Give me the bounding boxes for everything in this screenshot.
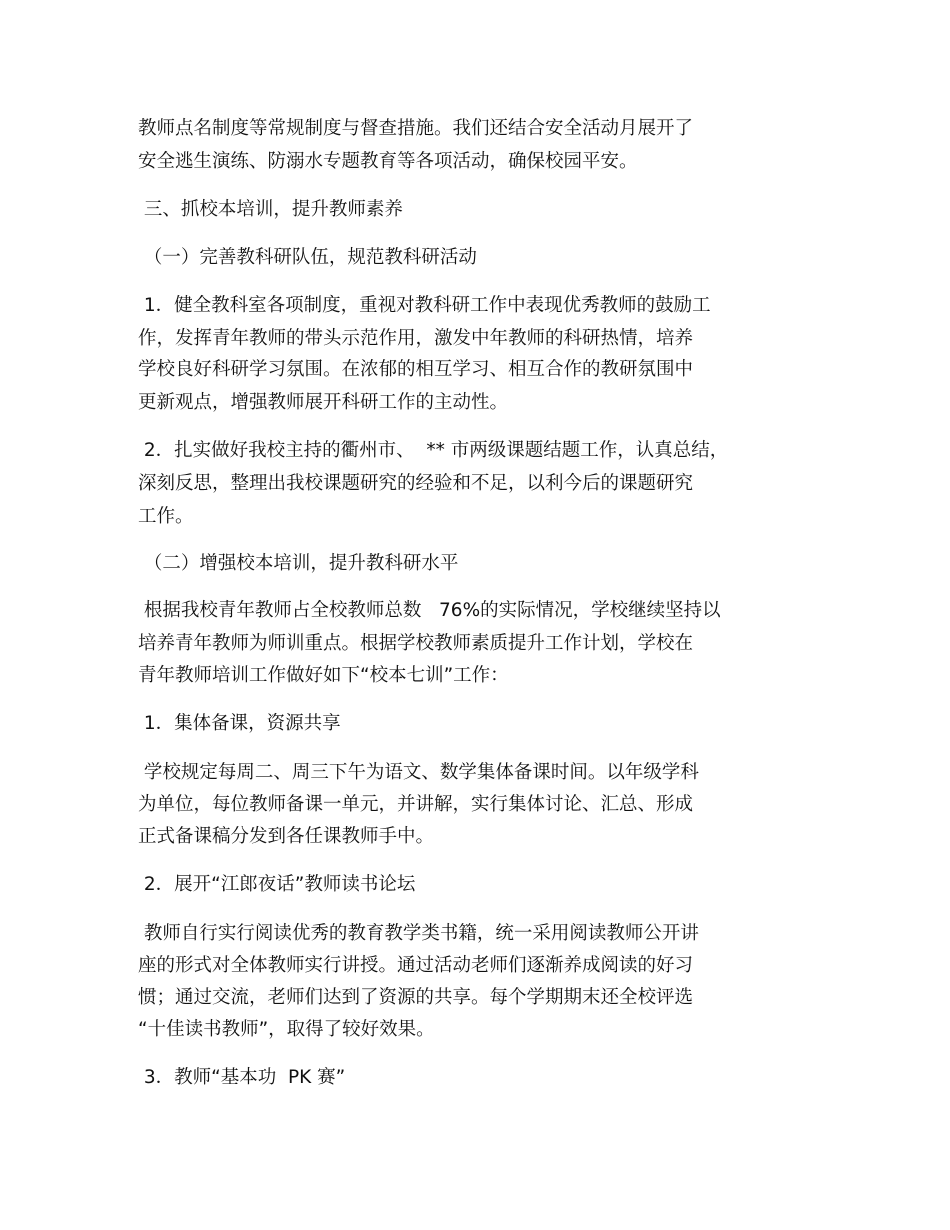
paragraph-line: 教师点名制度等常规制度与督查措施。我们还结合安全活动月展开了: [138, 118, 694, 139]
paragraph-line: 安全逃生演练、防溺水专题教育等各项活动，确保校园平安。: [138, 151, 638, 172]
paragraph-line: 学校良好科研学习氛围。在浓郁的相互学习、相互合作的教研氛围中: [138, 359, 694, 380]
paragraph-line: 培养青年教师为师训重点。根据学校教师素质提升工作计划，学校在: [138, 633, 694, 654]
paragraph-line: 深刻反思，整理出我校课题研究的经验和不足，以利今后的课题研究: [138, 473, 694, 494]
list-item-heading: 3．教师“基本功 PK 赛”: [138, 1067, 346, 1088]
subsection-heading: （二）增强校本培训，提升教科研水平: [138, 553, 459, 574]
paragraph-line: 根据我校青年教师占全校教师总数 76%的实际情况，学校继续坚持以: [138, 600, 721, 621]
paragraph-line: 工作。: [138, 506, 194, 527]
section-heading: 三、抓校本培训，提升教师素养: [138, 199, 403, 220]
list-item-heading: 2．展开“江郎夜话”教师读书论坛: [138, 874, 416, 895]
paragraph-line: 更新观点，增强教师展开科研工作的主动性。: [138, 392, 509, 413]
paragraph-line: 学校规定每周二、周三下午为语文、数学集体备课时间。以年级学科: [138, 762, 699, 783]
subsection-heading: （一）完善教科研队伍，规范教科研活动: [138, 247, 477, 268]
paragraph-line: 作，发挥青年教师的带头示范作用，激发中年教师的科研热情，培养: [138, 328, 694, 349]
paragraph-line: 惯；通过交流，老师们达到了资源的共享。每个学期期末还全校评选: [138, 987, 694, 1008]
paragraph-line: 2．扎实做好我校主持的衢州市、 ** 市两级课题结题工作，认真总结，: [138, 440, 729, 461]
paragraph-line: 正式备课稿分发到各任课教师手中。: [138, 826, 435, 847]
paragraph-line: 青年教师培训工作做好如下“校本七训”工作：: [138, 665, 509, 686]
list-item-heading: 1．集体备课，资源共享: [138, 713, 341, 734]
paragraph-line: 教师自行实行阅读优秀的教育教学类书籍，统一采用阅读教师公开讲: [138, 923, 699, 944]
paragraph-line: 为单位，每位教师备课一单元，并讲解，实行集体讨论、汇总、形成: [138, 794, 694, 815]
paragraph-line: 1．健全教科室各项制度，重视对教科研工作中表现优秀教师的鼓励工: [138, 295, 711, 316]
paragraph-line: “十佳读书教师”，取得了较好效果。: [138, 1019, 435, 1040]
paragraph-line: 座的形式对全体教师实行讲授。通过活动老师们逐渐养成阅读的好习: [138, 955, 694, 976]
